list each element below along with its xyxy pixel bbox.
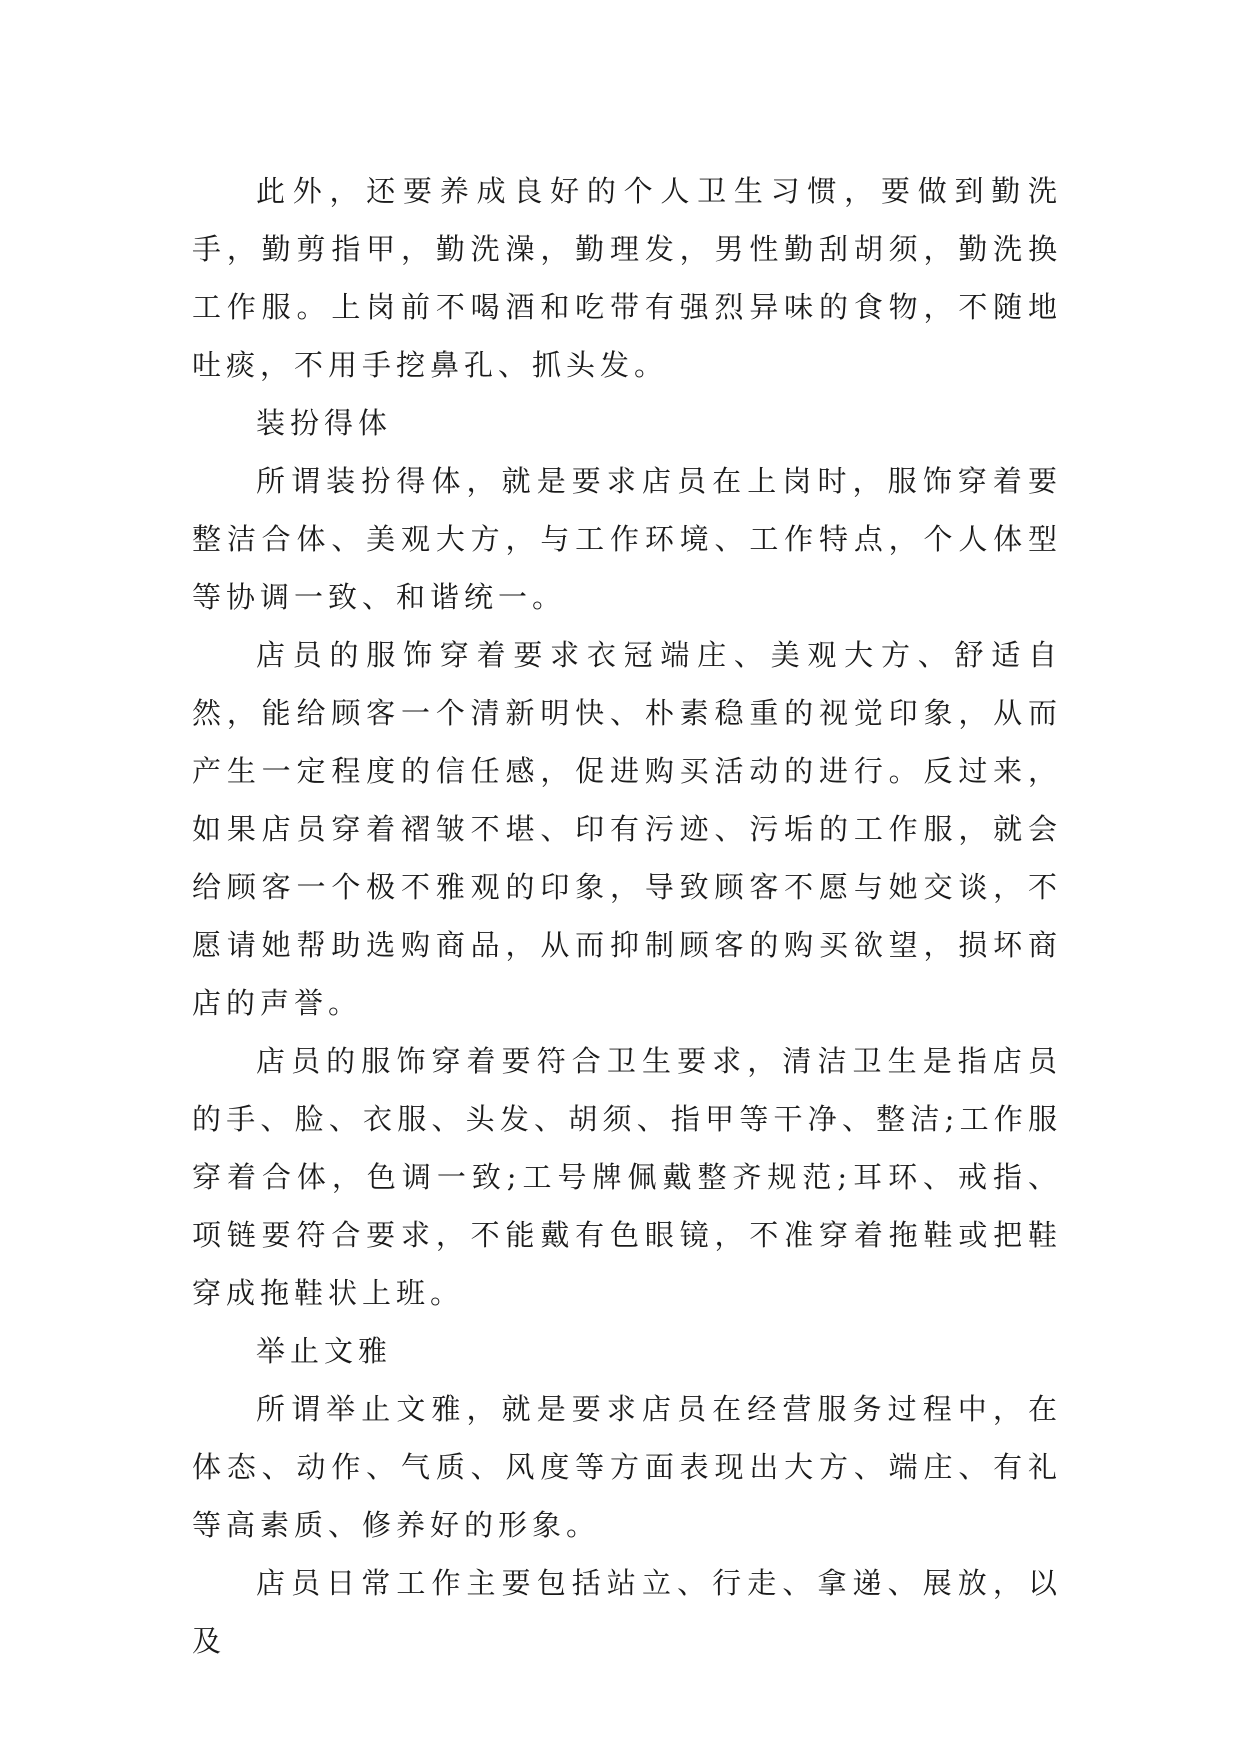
section-heading-dress: 装扮得体 [256,406,393,440]
section-heading-manners: 举止文雅 [256,1334,393,1368]
paragraph-dress-definition: 所谓装扮得体，就是要求店员在上岗时，服饰穿着要整洁合体、美观大方，与工作环境、工作特点，个人体型等协调一致、和谐统一。 [192,464,1062,614]
paragraph-manners-definition: 所谓举止文雅，就是要求店员在经营服务过程中，在体态、动作、气质、风度等方面表现出大方、端庄、有礼等高素质、修养好的形象。 [192,1392,1062,1542]
paragraph-daily-work: 店员日常工作主要包括站立、行走、拿递、展放，以及 [192,1566,1062,1658]
paragraph-dress-hygiene: 店员的服饰穿着要符合卫生要求，清洁卫生是指店员的手、脸、衣服、头发、胡须、指甲等干净、整洁;工作服穿着合体，色调一致;工号牌佩戴整齐规范;耳环、戒指、项链要符合要求，不能戴有色眼镜，不准穿着拖鞋或把鞋穿成拖鞋状上班。 [192,1044,1062,1310]
document-body [192,162,1062,1670]
paragraph-hygiene-habits: 此外，还要养成良好的个人卫生习惯，要做到勤洗手，勤剪指甲，勤洗澡，勤理发，男性勤刮胡须，勤洗换工作服。上岗前不喝酒和吃带有强烈异味的食物，不随地吐痰，不用手挖鼻孔、抓头发。 [192,174,1062,382]
paragraph-dress-requirements: 店员的服饰穿着要求衣冠端庄、美观大方、舒适自然，能给顾客一个清新明快、朴素稳重的视觉印象，从而产生一定程度的信任感，促进购买活动的进行。反过来，如果店员穿着褶皱不堪、印有污迹、污垢的工作服，就会给顾客一个极不雅观的印象，导致顾客不愿与她交谈，不愿请她帮助选购商品，从而抑制顾客的购买欲望，损坏商店的声誉。 [192,638,1062,1020]
